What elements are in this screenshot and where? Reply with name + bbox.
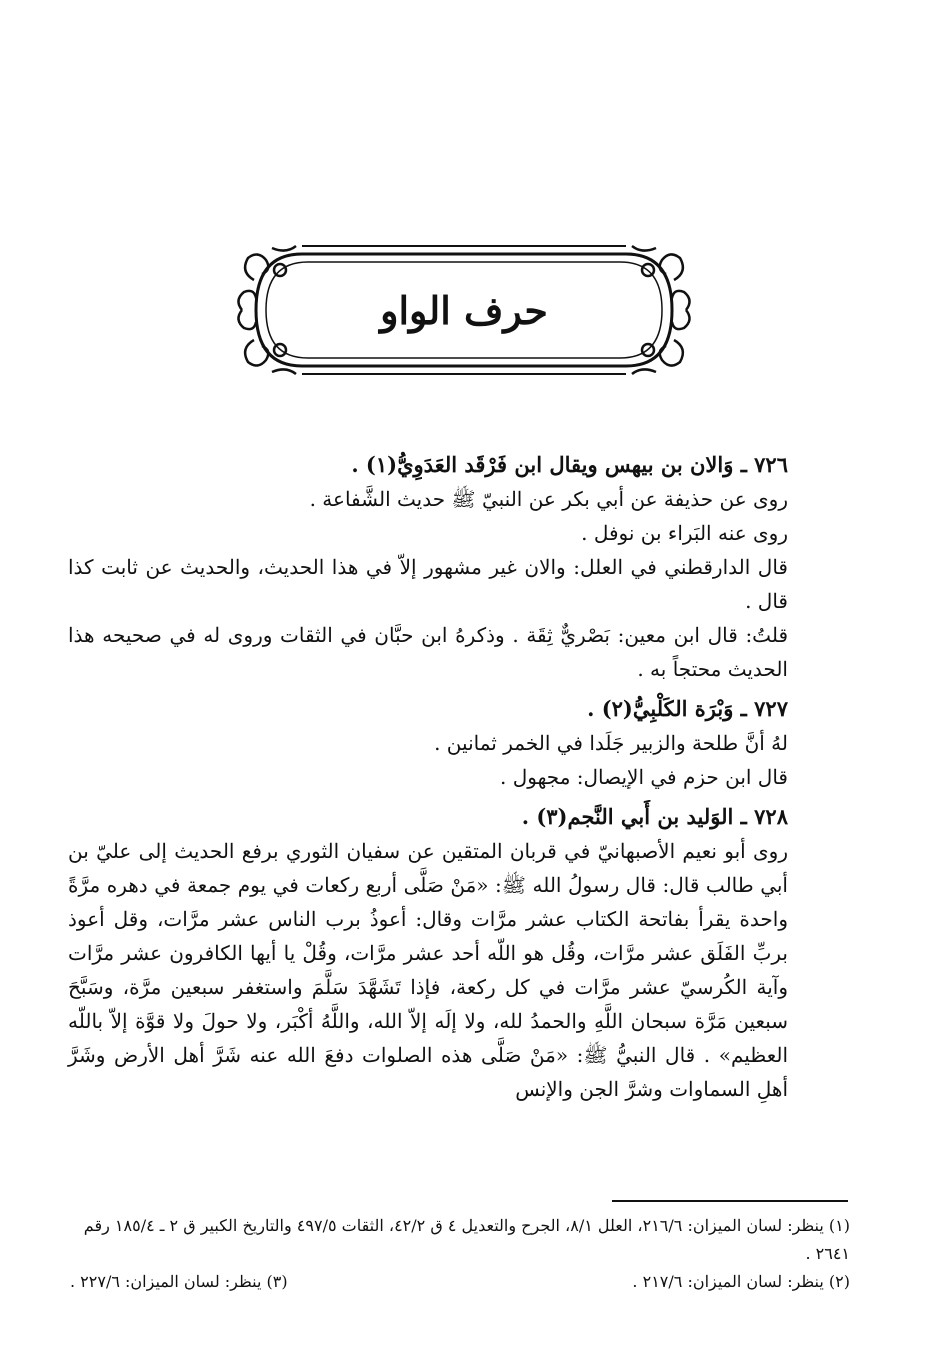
text-line: روى عن حذيفة عن أبي بكر عن النبيّ ﷺ حديث الشَّفاعة . [309, 487, 788, 511]
text-line: لهُ أنَّ طلحة والزبير جَلَدا في الخمر ثمانين . [434, 731, 788, 755]
title-frame [232, 240, 696, 380]
paragraph: روى أبو نعيم الأصبهانيّ في قربان المتقين عن سفيان الثوري برفع الحديث إلى عليّ بن أبي طالب قال: قال رسولُ الله ﷺ: «مَنْ صَلَّى أربع ركعات في يوم جمعة في دهره مرَّةً واحدة يقرأ بفاتحة الكتاب عشر مرَّات وقال: أعوذُ برب الناس عشر مرَّات، وقل أعوذ بربِّ الفَلَق عشر مرَّات، وقُل هو اللّه أحد عشر مرَّات، وقُلْ يا أيها الكافرون عشر مرَّات وآية الكُرسيّ عشر مرَّات في كل ركعة، فإذا تَشَهَّدَ سَلَّمَ واستغفر سبعين مرَّة، وسَبَّحَ سبعين مَرَّة سبحان اللَّهِ والحمدُ لله، ولا إلَه إلاّ الله، واللَّهُ أكْبَر، ولا حولَ ولا قوَّة إلاّ باللّه العظيم» . قال النبيُّ ﷺ: «مَنْ صَلَّى هذه الصلوات دفعَ الله عنه شَرَّ أهل الأرض وشَرَّ أهلِ السماوات وشرَّ الجن والإنس [68, 839, 788, 1101]
footnote-divider [612, 1200, 848, 1202]
entry-heading: ٧٢٨ ـ الوَليد بن أَبي النَّجم(٣) . [521, 804, 788, 829]
footnotes [70, 1212, 850, 1296]
text-line: قال ابن حزم في الإيصال: مجهول . [500, 765, 788, 789]
entry-727 [68, 692, 788, 794]
text-line: روى عنه البَراء بن نوفل . [581, 521, 788, 545]
entry-heading: ٧٢٦ ـ وَالان بن بيهس ويقال ابن فَرْقَد العَدَوِيُّ(١) . [351, 452, 788, 477]
footnote-row [70, 1268, 850, 1296]
entry-heading: ٧٢٧ ـ وَبْرَة الكَلْبِيُّ(٢) . [587, 696, 788, 721]
paragraph: قال الدارقطني في العلل: والان غير مشهور إلاّ في هذا الحديث، والحديث عن ثابت كذا قال . [68, 555, 788, 613]
section-title: حرف الواو [380, 287, 548, 333]
entry-728 [68, 800, 788, 1106]
footnote-1: (١) ينظر: لسان الميزان: ٢١٦/٦، العلل ٨/١، الجرح والتعديل ٤ ق ٤٢/٢، الثقات ٤٩٧/٥ والتاريخ الكبير ق ٢ ـ ١٨٥/٤ رقم ٢٦٤١ . [83, 1216, 850, 1263]
body-text [68, 448, 788, 1112]
footnote-3: (٣) ينظر: لسان الميزان: ٢٢٧/٦ . [70, 1272, 288, 1291]
entry-726 [68, 448, 788, 686]
paragraph: قلتُ: قال ابن معين: بَصْريٌّ ثِقَة . وذكرهُ ابن حبَّان في الثقات وروى له في صحيحه هذا الحديث محتجاً به . [68, 623, 788, 681]
footnote-2: (٢) ينظر: لسان الميزان: ٢١٧/٦ . [632, 1272, 850, 1291]
